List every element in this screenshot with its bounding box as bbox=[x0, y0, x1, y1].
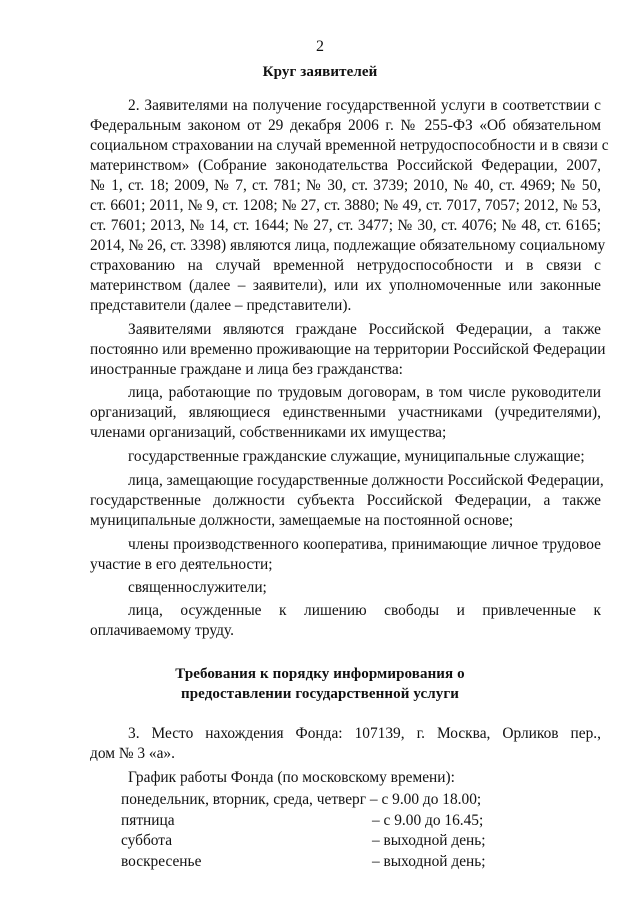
schedule-time: – с 9.00 до 16.45; bbox=[372, 811, 484, 829]
paragraph-line: 2014, № 26, ст. 3398) являются лица, подлежащие обязательному социальному bbox=[90, 237, 606, 254]
paragraph-line: ст. 7601; 2013, № 14, ст. 1644; № 27, ст. 3477; № 30, ст. 4076; № 48, ст. 6165; bbox=[90, 217, 601, 234]
list-item-line: лица, замещающие государственные должности Российской Федерации, bbox=[128, 472, 604, 489]
paragraph-line: представители (далее – представители). bbox=[90, 297, 352, 314]
paragraph-line: страхованию на случай временной нетрудоспособности и в связи с bbox=[90, 257, 601, 274]
schedule-day: пятница bbox=[121, 811, 175, 829]
page-number: 2 bbox=[316, 38, 324, 55]
list-item-line: члены производственного кооператива, принимающие личное трудовое bbox=[128, 536, 601, 553]
schedule-day: суббота bbox=[121, 832, 173, 849]
list-item-line: государственные должности субъекта Российской Федерации, а также bbox=[90, 492, 601, 509]
paragraph-line: материнством (далее – заявители), или их уполномоченные или законные bbox=[90, 277, 601, 294]
list-item-line: священнослужители; bbox=[128, 579, 267, 596]
section-heading-applicants: Круг заявителей bbox=[262, 64, 378, 80]
list-item-line: лица, работающие по трудовым договорам, в том числе руководители bbox=[128, 384, 601, 401]
paragraph-line: 3. Место нахождения Фонда: 107139, г. Москва, Орликов пер., bbox=[128, 725, 601, 742]
schedule-title: График работы Фонда (по московскому времени): bbox=[128, 769, 455, 786]
schedule-day: воскресенье bbox=[121, 852, 202, 870]
schedule-time: – выходной день; bbox=[372, 832, 486, 849]
schedule-time: – выходной день; bbox=[372, 852, 486, 870]
paragraph-line: дом № 3 «а». bbox=[90, 745, 175, 762]
list-item-line: членами организаций, собственниками их имущества; bbox=[90, 424, 447, 441]
list-item-line: государственные гражданские служащие, муниципальные служащие; bbox=[128, 448, 585, 465]
list-item-line: оплачиваемому труду. bbox=[90, 622, 234, 639]
section-heading-informing-line2: предоставлении государственной услуги bbox=[180, 686, 459, 702]
paragraph-line: Заявителями являются граждане Российской Федерации, а также bbox=[128, 321, 601, 338]
list-item-line: участие в его деятельности; bbox=[90, 556, 273, 573]
paragraph-line: социальном страховании на случай временной нетрудоспособности и в связи с bbox=[90, 137, 609, 154]
list-item-line: лица, осужденные к лишению свободы и привлеченные к bbox=[128, 602, 601, 619]
paragraph-line: № 1, ст. 18; 2009, № 7, ст. 781; № 30, ст. 3739; 2010, № 40, ст. 4969; № 50, bbox=[90, 177, 601, 194]
paragraph-line: материнством» (Собрание законодательства Российской Федерации, 2007, bbox=[90, 157, 601, 174]
section-heading-informing-line1: Требования к порядку информирования о bbox=[175, 666, 465, 682]
paragraph-line: иностранные граждане и лица без гражданства: bbox=[90, 361, 403, 378]
list-item-line: муниципальные должности, замещаемые на постоянной основе; bbox=[90, 512, 514, 529]
schedule-weekdays: понедельник, вторник, среда, четверг – с 9.00 до 18.00; bbox=[121, 791, 482, 808]
paragraph-line: постоянно или временно проживающие на территории Российской Федерации bbox=[90, 341, 606, 358]
paragraph-line: Федеральным законом от 29 декабря 2006 г. № 255-ФЗ «Об обязательном bbox=[90, 117, 601, 134]
list-item-line: организаций, являющиеся единственными участниками (учредителями), bbox=[90, 404, 601, 421]
paragraph-line: 2. Заявителями на получение государственной услуги в соответствии с bbox=[128, 97, 601, 114]
paragraph-line: ст. 6601; 2011, № 9, ст. 1208; № 27, ст. 3880; № 49, ст. 7017, 7057; 2012, № 53, bbox=[90, 197, 601, 214]
